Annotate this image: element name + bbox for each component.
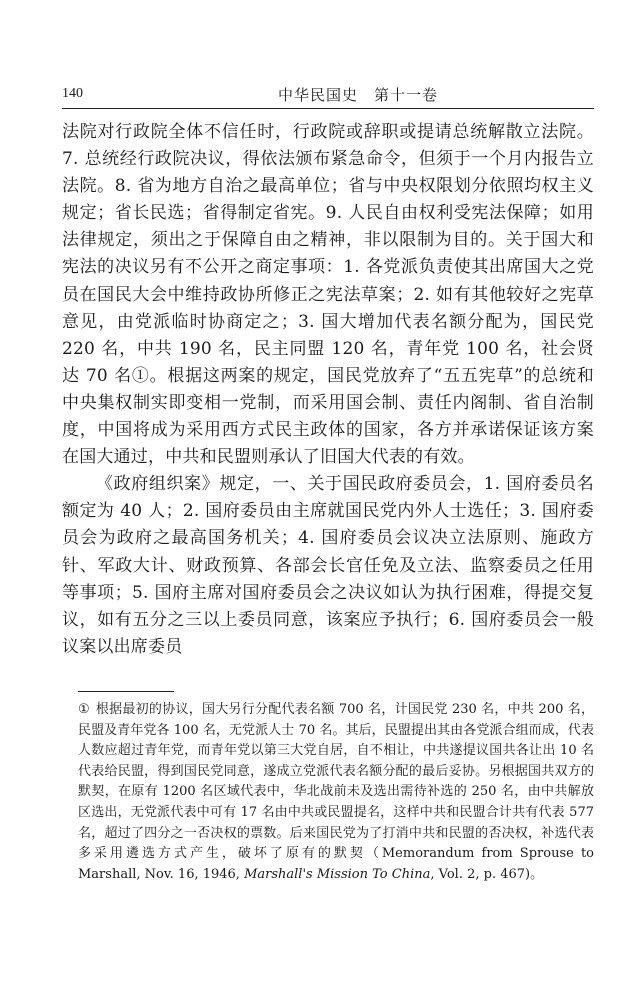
footnote-rule [78,691,174,692]
paragraph: 法院对行政院全体不信任时，行政院或辞职或提请总统解散立法院。7. 总统经行政院决议，得依法颁布紧急命令，但须于一个月内报告立法院。8. 省为地方自治之最高单位；省与中央权限划分依照均权主义规定；省长民选；省得制定省宪。9. 人民自由权利受宪法保障；如用法律规定，须出之于保障自由之精神，非以限制为目的。关于国大和宪法的决议另有不公开之商定事项：1. 各党派负责使其出席国大之党员在国民大会中维持政协所修正之宪法草案；2. 如有其他较好之宪草意见，由党派临时协商定之；3. 国大增加代表名额分配为，国民党 220 名，中共 190 名，民主同盟 120 名，青年党 100 名，社会贤达 70 名①。根据这两案的规定，国民党放弃了“五五宪草”的总统和中央集权制实即变相一党制，而采用国会制、责任内阁制、省自治制度，中国将成为采用西方式民主政体的国家，各方并承诺保证该方案在国大通过，中共和民盟则承认了旧国大代表的有效。 [62,122,594,468]
paragraph: 《政府组织案》规定，一、关于国民政府委员会，1. 国府委员名额定为 40 人；2. 国府委员由主席就国民党内外人士选任；3. 国府委员会为政府之最高国务机关；4. 国府委员会议决立法原则、施政方针、军政大计、财政预算、各部会长官任免及立法、监察委员之任用等事项；5. 国府主席对国府委员会之决议如认为执行困难，得提交复议，如有五分之三以上委员同意，该案应予执行；6. 国府委员会一般议案以出席委员 [62,474,594,657]
footnote-text: 根据最初的协议，国大另行分配代表名额 700 名，计国民党 230 名，中共 200 名，民盟及青年党各 100 名，无党派人士 70 名。其后，民盟提出其由各党派合组而成，代表人数应超过青年党，而青年党以第三大党自居，自不相让，中共遂提议国共各让出 10 名代表给民盟，得到国民党同意，遂成立党派代表名额分配的最后妥协。另根据国共双方的默契，在原有 1200 名区域代表中，华北战前未及选出需待补选的 250 名，由中共解放区选出，无党派代表中可有 17 名由中共或民盟提名，这样中共和民盟合计共有代表 577 名，超过了四分之一否决权的票数。后来国民党为了打消中共和民盟的否决权，补选代表多采用遴选方式产生，破坏了原有的默契（Memorandum from Sprouse to Marshall, Nov. 16, 1946, [78,702,595,882]
footnote-paragraph [78,700,594,885]
footnote-marker: ① [78,702,90,717]
body-text [62,119,594,661]
footnote-tail: , Vol. 2, p. 467)。 [430,866,544,882]
footnote [78,700,594,885]
running-title: 中华民国史 第十一卷 [277,86,438,104]
page-number: 140 [62,86,83,101]
page-header [62,82,594,106]
footnote-italic-title: Marshall's Mission To China [244,866,431,882]
header-rule [62,108,594,109]
